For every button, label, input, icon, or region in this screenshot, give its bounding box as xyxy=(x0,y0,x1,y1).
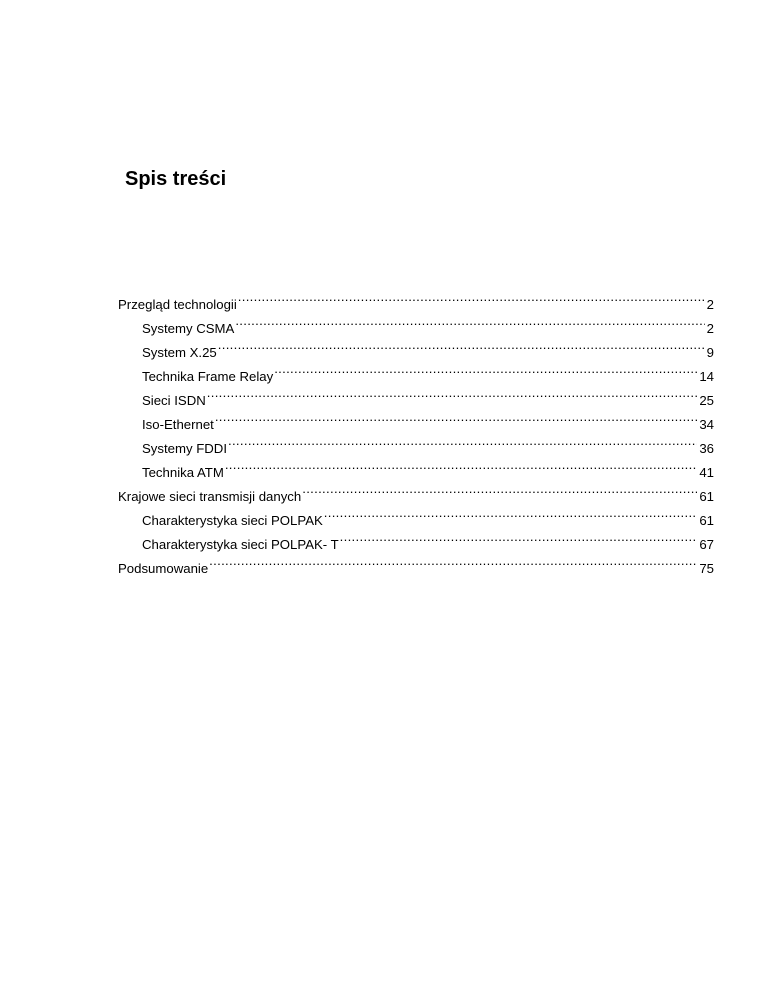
toc-page-number: 36 xyxy=(697,437,714,461)
toc-entry-krajowe-sieci[interactable] xyxy=(118,477,714,504)
toc-page-number: 2 xyxy=(705,317,714,341)
toc-entry-label: Przegląd technologii xyxy=(118,293,238,317)
toc-entry-label: Iso-Ethernet xyxy=(142,413,215,437)
toc-dot-leader xyxy=(225,453,697,477)
toc-entry-label: Technika ATM xyxy=(142,461,225,485)
toc-entry-sieci-isdn[interactable] xyxy=(118,381,714,408)
toc-page-number: 61 xyxy=(697,509,714,533)
page-title: Spis treści xyxy=(125,168,227,190)
toc-dot-leader xyxy=(218,333,705,357)
toc-entry-label: Sieci ISDN xyxy=(142,389,207,413)
toc-entry-label: Systemy CSMA xyxy=(142,317,235,341)
toc-dot-leader xyxy=(238,285,705,309)
toc-entry-technika-atm[interactable] xyxy=(118,453,714,480)
toc-entry-label: System X.25 xyxy=(142,341,218,365)
toc-page-number: 14 xyxy=(697,365,714,389)
toc-page-number: 75 xyxy=(697,557,714,581)
toc-entry-iso-ethernet[interactable] xyxy=(118,405,714,432)
toc-entry-podsumowanie[interactable] xyxy=(118,549,714,576)
toc-entry-label: Krajowe sieci transmisji danych xyxy=(118,485,302,509)
toc-dot-leader xyxy=(215,405,697,429)
toc-entry-polpak[interactable] xyxy=(118,501,714,528)
toc-entry-label: Charakterystyka sieci POLPAK xyxy=(142,509,324,533)
toc-entry-polpak-t[interactable] xyxy=(118,525,714,552)
toc-dot-leader xyxy=(228,429,697,453)
toc-page-number: 61 xyxy=(697,485,714,509)
toc-entry-system-x25[interactable] xyxy=(118,333,714,360)
toc-page-number: 41 xyxy=(697,461,714,485)
toc-dot-leader xyxy=(274,357,697,381)
table-of-contents xyxy=(118,285,714,576)
toc-entry-label: Technika Frame Relay xyxy=(142,365,274,389)
toc-dot-leader xyxy=(235,309,704,333)
toc-entry-przeglad-technologii[interactable] xyxy=(118,285,714,312)
toc-page-number: 9 xyxy=(705,341,714,365)
toc-entry-technika-frame-relay[interactable] xyxy=(118,357,714,384)
toc-dot-leader xyxy=(207,381,698,405)
toc-page-number: 34 xyxy=(697,413,714,437)
toc-entry-systemy-csma[interactable] xyxy=(118,309,714,336)
toc-page-number: 25 xyxy=(697,389,714,413)
toc-page-number: 67 xyxy=(697,533,714,557)
toc-entry-systemy-fddi[interactable] xyxy=(118,429,714,456)
toc-dot-leader xyxy=(302,477,697,501)
toc-entry-label: Charakterystyka sieci POLPAK- T xyxy=(142,533,340,557)
toc-dot-leader xyxy=(340,525,698,549)
toc-page-number: 2 xyxy=(705,293,714,317)
toc-entry-label: Podsumowanie xyxy=(118,557,209,581)
toc-dot-leader xyxy=(209,549,697,573)
toc-dot-leader xyxy=(324,501,698,525)
toc-entry-label: Systemy FDDI xyxy=(142,437,228,461)
